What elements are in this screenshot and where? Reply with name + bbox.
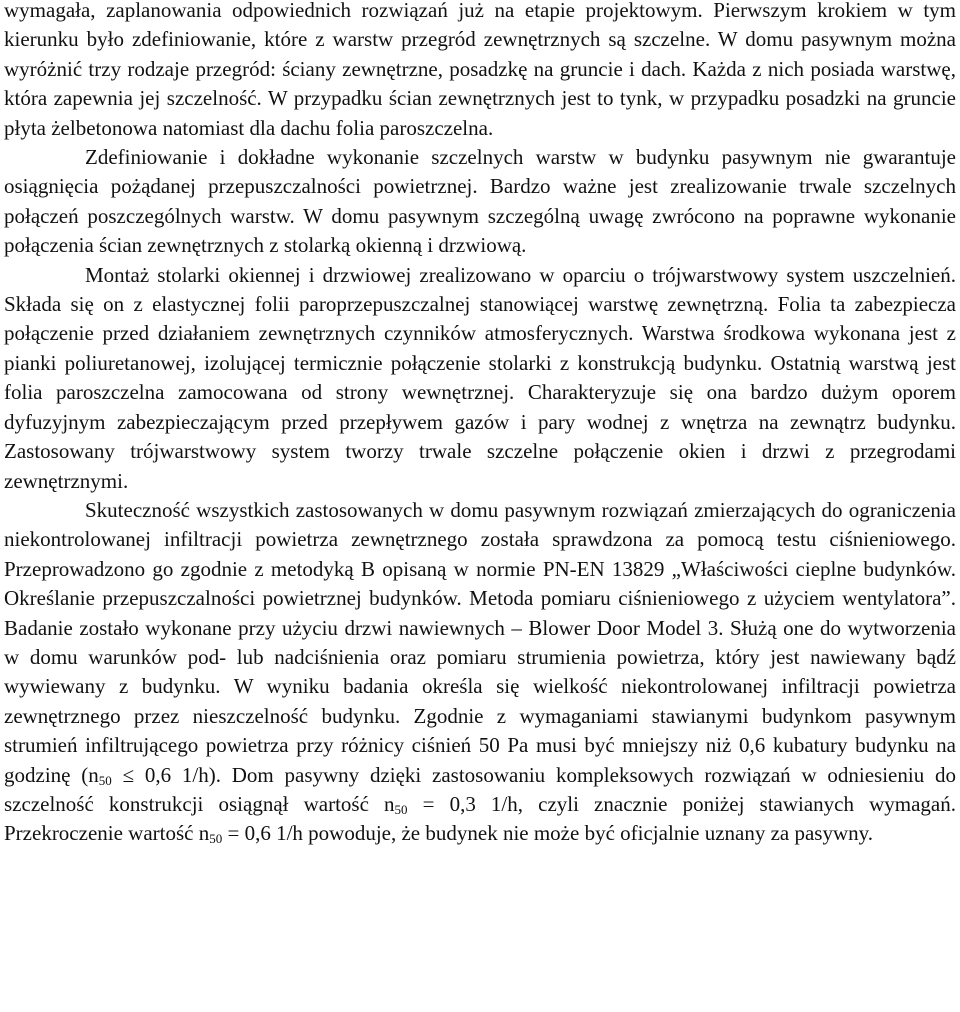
- pressure-test-text-c: = 0,3 1/h, czyli znacznie poniżej stawianych wymagań. Przekroczenie wartość n: [4, 791, 956, 846]
- paragraph-pressure-test: [4, 496, 956, 849]
- paragraph-window-installation: Montaż stolarki okiennej i drzwiowej zrealizowano w oparciu o trójwarstwowy system uszczelnień. Składa się on z elastycznej folii paroprzepuszczalnej stanowiącej warstwę zewnętrzną. Folia ta zabezpiecza połączenie przed działaniem zewnętrznych czynników atmosferycznych. Warstwa środkowa wykonana jest z pianki poliuretanowej, izolującej termicznie połączenie stolarki z konstrukcją budynku. Ostatnią warstwą jest folia paroszczelna zamocowana od strony wewnętrznej. Charakteryzuje się ona bardzo dużym oporem dyfuzyjnym zabezpieczającym przed przepływem gazów i pary wodnej z wnętrza na zewnątrz budynku. Zastosowany trójwarstwowy system tworzy trwale szczelne połączenie okien i drzwi z przegrodami zewnętrznymi.: [4, 262, 956, 493]
- paragraph-airtight-layers: Zdefiniowanie i dokładne wykonanie szczelnych warstw w budynku pasywnym nie gwarantuje osiągnięcia pożądanej przepuszczalności powietrznej. Bardzo ważne jest zrealizowanie trwale szczelnych połączeń poszczególnych warstw. W domu pasywnym szczególną uwagę zwrócono na poprawne wykonanie połączenia ścian zewnętrznych z stolarką okienną i drzwiową.: [4, 145, 956, 258]
- n50-subscript: 50: [209, 831, 223, 847]
- n50-subscript: 50: [98, 772, 112, 788]
- pressure-test-text-d: = 0,6 1/h powoduje, że budynek nie może być oficjalnie uznany za pasywny.: [222, 821, 874, 846]
- n50-subscript: 50: [394, 801, 408, 817]
- paragraph-intro: wymagała, zaplanowania odpowiednich rozwiązań już na etapie projektowym. Pierwszym krokiem w tym kierunku było zdefiniowanie, które z warstw przegród zewnętrznych są szczelne. W domu pasywnym można wyróżnić trzy rodzaje przegród: ściany zewnętrzne, posadzkę na gruncie i dach. Każda z nich posiada warstwę, która zapewnia jej szczelność. W przypadku ścian zewnętrznych jest to tynk, w przypadku posadzki na gruncie płyta żelbetonowa natomiast dla dachu folia paroszczelna.: [4, 0, 956, 140]
- pressure-test-text-a: Skuteczność wszystkich zastosowanych w domu pasywnym rozwiązań zmierzających do ograniczenia niekontrolowanej infiltracji powietrza zewnętrznego została sprawdzona za pomocą testu ciśnieniowego. Przeprowadzono go zgodnie z metodyką B opisaną w normie PN-EN 13829 „Właściwości cieplne budynków. Określanie przepuszczalności powietrznej budynków. Metoda pomiaru ciśnieniowego z użyciem wentylatora”. Badanie zostało wykonane przy użyciu drzwi nawiewnych – Blower Door Model 3. Służą one do wytworzenia w domu warunków pod- lub nadciśnienia oraz pomiaru strumienia powietrza, który jest nawiewany bądź wywiewany z budynku. W wyniku badania określa się wielkość niekontrolowanej infiltracji powietrza zewnętrznego przez nieszczelność budynku. Zgodnie z wymaganiami stawianymi budynkom pasywnym strumień infiltrującego powietrza przy różnicy ciśnień 50 Pa musi być mniejszy niż 0,6 kubatury budynku na godzinę (n: [4, 497, 956, 787]
- pressure-test-text-b: ≤ 0,6 1/h). Dom pasywny dzięki zastosowaniu kompleksowych rozwiązań w odniesieniu do szczelność konstrukcji osiągnął wartość n: [4, 762, 956, 816]
